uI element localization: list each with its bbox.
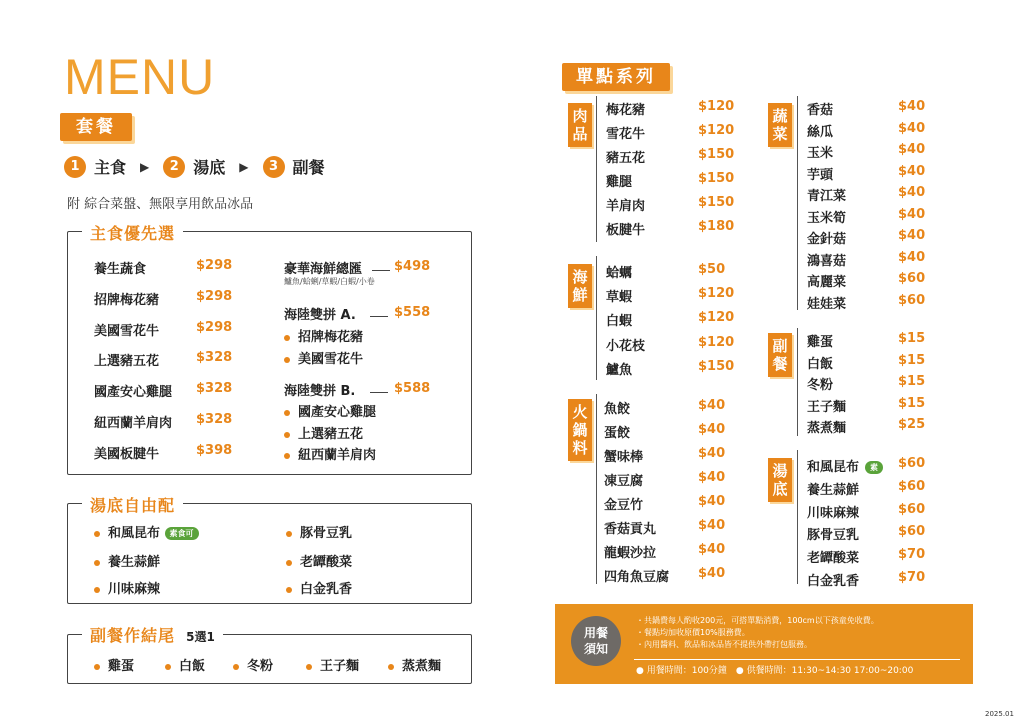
combo-b-item	[284, 401, 376, 420]
soup-item-price: $60	[898, 524, 926, 540]
veg-item-price: $60	[898, 292, 926, 308]
combo-a-price: $558	[394, 305, 431, 320]
main-item-name: 養生蔬食	[94, 262, 147, 277]
side-item-name: 白飯	[807, 356, 834, 372]
set-meal-tag: 套餐	[60, 113, 132, 141]
notice-badge	[571, 616, 621, 666]
notice-divider	[634, 659, 960, 660]
side-item-label: 白飯	[179, 659, 206, 674]
meat-item-name: 雞腿	[606, 175, 633, 190]
side-item-label: 王子麵	[320, 659, 360, 674]
bullet-icon	[286, 587, 292, 593]
main-item-price: $398	[196, 443, 233, 458]
hotpot-label: 火鍋料	[568, 399, 592, 461]
soup-item	[286, 578, 352, 597]
soup-item-price: $60	[898, 501, 926, 517]
bullet-icon	[94, 587, 100, 593]
soup-item-label: 豚骨豆乳	[300, 526, 353, 541]
combo-b-item-label: 上選豬五花	[298, 427, 364, 442]
meat-item-name: 梅花豬	[606, 103, 646, 118]
divider-line	[370, 316, 388, 317]
soup-item-price: $70	[898, 570, 926, 585]
soup-item	[286, 551, 352, 570]
hotpot-item-price: $40	[698, 566, 726, 581]
step-1-label: 主食	[94, 158, 127, 177]
meat-divider	[596, 96, 597, 242]
veg-item-price: $60	[898, 271, 926, 286]
bullet-icon	[388, 664, 394, 670]
step-1-number: 1	[64, 156, 86, 178]
combo-a-item	[284, 326, 363, 345]
meat-item-price: $150	[698, 195, 735, 210]
veg-item-price: $40	[898, 185, 926, 200]
soup-item-name: 老罈酸菜	[807, 551, 860, 567]
hotpot-divider	[596, 394, 597, 584]
side-item-price: $15	[898, 352, 926, 368]
bullet-icon	[233, 664, 239, 670]
main-item-price: $328	[196, 381, 233, 396]
main-item-name: 美國板腱牛	[94, 447, 160, 462]
hotpot-item-price: $40	[698, 422, 726, 437]
steps-flow	[64, 155, 325, 178]
meat-item-price: $150	[698, 171, 735, 186]
step-2-number: 2	[163, 156, 185, 178]
arrow-right-icon: ▶	[239, 159, 249, 174]
seafood-label: 海鮮	[568, 264, 592, 308]
main-item-price: $328	[196, 412, 233, 427]
hotpot-item-name: 魚餃	[604, 402, 631, 417]
divider-line	[370, 392, 388, 393]
main-item-price: $298	[196, 320, 233, 335]
bullet-icon	[286, 560, 292, 566]
hotpot-item-name: 四角魚豆腐	[604, 570, 670, 585]
combo-a-name: 海陸雙拼 A.	[284, 308, 356, 323]
divider-line	[372, 270, 390, 271]
side-divider	[797, 328, 798, 436]
veg-divider	[797, 96, 798, 310]
veg-item-name: 絲瓜	[807, 124, 834, 140]
main-item-price: $298	[196, 258, 233, 273]
veg-item-price: $40	[898, 249, 926, 265]
side-item	[306, 655, 359, 674]
meat-item-name: 豬五花	[606, 151, 646, 166]
veg-item-name: 鴻喜菇	[807, 253, 847, 269]
soup-item-name	[807, 456, 883, 475]
soup-item-label: 和風昆布	[108, 526, 161, 541]
bullet-icon	[94, 531, 100, 537]
side-item-name: 王子麵	[807, 399, 847, 415]
veg-item-price: $40	[898, 206, 926, 222]
combo-a-item	[284, 348, 363, 367]
side-item-name: 蒸煮麵	[807, 421, 847, 436]
seafood-item-name: 鱸魚	[606, 362, 633, 378]
combo-a-item-label: 美國雪花牛	[298, 352, 364, 367]
seafood-item-price: $150	[698, 358, 735, 374]
combo-b-price: $588	[394, 381, 431, 396]
side-item-label: 冬粉	[247, 659, 274, 674]
soup-item-price: $60	[898, 478, 926, 494]
veg-item-name: 玉米	[807, 146, 834, 161]
seafood-item-name: 蛤蠣	[606, 266, 633, 281]
meat-label: 肉品	[568, 103, 592, 147]
hotpot-item-name: 香菇貢丸	[604, 522, 657, 537]
side-item	[94, 655, 134, 674]
soup-item-price: $70	[898, 547, 926, 563]
soup-item	[94, 551, 160, 570]
veg-item-name: 芋頭	[807, 167, 834, 183]
seafood-divider	[596, 256, 597, 380]
veg-item-price: $40	[898, 228, 926, 243]
bullet-icon	[284, 410, 290, 416]
side-label: 副餐	[768, 333, 792, 377]
soup-item	[94, 578, 160, 597]
arrow-right-icon: ▶	[140, 159, 150, 174]
side-item-price: $15	[898, 395, 926, 411]
vegetarian-badge: 素	[865, 461, 883, 474]
hotpot-item-price: $40	[698, 494, 726, 509]
combo-b-item-label: 紐西蘭羊肩肉	[298, 448, 377, 463]
step-2-label: 湯底	[193, 158, 226, 177]
bullet-icon	[165, 664, 171, 670]
hotpot-item-price: $40	[698, 398, 726, 413]
veg-label: 蔬菜	[768, 103, 792, 147]
soup-item-name: 川味麻辣	[807, 505, 860, 521]
main-item-name: 紐西蘭羊肩肉	[94, 416, 173, 431]
combo-b-name: 海陸雙拼 B.	[284, 384, 356, 399]
side-item	[165, 655, 205, 674]
side-item-label: 蒸煮麵	[402, 659, 442, 674]
soup-item-label: 川味麻辣	[108, 582, 161, 597]
hotpot-item-name: 蛋餃	[604, 426, 631, 441]
single-order-tag: 單點系列	[562, 63, 670, 91]
seafood-combo-sub: 鱸魚/蛤蜊/草蝦/白蝦/小卷	[284, 277, 375, 286]
hotpot-item-price: $40	[698, 470, 726, 485]
soup-item	[286, 522, 352, 541]
bullet-icon	[284, 357, 290, 363]
main-item-price: $298	[196, 289, 233, 304]
meat-item-price: $120	[698, 99, 735, 114]
main-item-name: 招牌梅花豬	[94, 293, 160, 308]
side-item-price: $25	[898, 417, 926, 432]
notice-line: ・共鍋費每人酌收200元，可搭單點消費，100cm以下孩童免收費。	[636, 616, 879, 625]
soup-divider	[797, 450, 798, 584]
hotpot-item-name: 凍豆腐	[604, 474, 644, 489]
veg-item-name: 金針菇	[807, 232, 847, 247]
bullet-icon	[284, 453, 290, 459]
meat-item-price: $180	[698, 219, 735, 234]
soup-item-name: 養生蒜鮮	[807, 482, 860, 498]
side-title-wrap	[82, 623, 223, 646]
notice-footer: ● 用餐時間：100分鐘 ● 供餐時間：11:30~14:30 17:00~20:00	[636, 666, 914, 676]
notice-lines	[636, 615, 879, 651]
soup-item-label: 白金乳香	[300, 582, 353, 597]
hotpot-item-name: 蟹味棒	[604, 450, 644, 465]
soup-item-label: 養生蒜鮮	[108, 555, 161, 570]
bullet-icon	[94, 664, 100, 670]
seafood-combo-price: $498	[394, 259, 431, 274]
hotpot-item-name: 龍蝦沙拉	[604, 546, 657, 561]
bullet-icon	[284, 432, 290, 438]
notice-line: ・內用醬料、飲品和冰品皆不提供外帶打包服務。	[636, 640, 812, 649]
veg-item-name: 香菇	[807, 103, 834, 118]
set-note: 附 綜合菜盤、無限享用飲品冰品	[67, 197, 254, 212]
bullet-icon	[94, 560, 100, 566]
bullet-icon	[284, 335, 290, 341]
side-item-price: $15	[898, 374, 926, 389]
combo-b-item-label: 國產安心雞腿	[298, 405, 377, 420]
soup-item-price: $60	[898, 456, 926, 471]
veg-item-price: $40	[898, 120, 926, 136]
seafood-item-name: 小花枝	[606, 338, 646, 354]
side-choose: 5選1	[186, 630, 215, 644]
veg-item-name: 玉米筍	[807, 210, 847, 226]
combo-b-item	[284, 423, 363, 442]
veg-item-name: 青江菜	[807, 189, 847, 204]
hotpot-item-price: $40	[698, 446, 726, 461]
soup-item-name: 白金乳香	[807, 574, 860, 589]
bullet-icon	[286, 531, 292, 537]
combo-a-item-label: 招牌梅花豬	[298, 330, 364, 345]
soup-item-label: 老罈酸菜	[300, 555, 353, 570]
main-item-name: 國產安心雞腿	[94, 385, 173, 400]
meat-item-price: $120	[698, 123, 735, 138]
seafood-item-name: 草蝦	[606, 290, 633, 306]
meat-item-name: 羊肩肉	[606, 199, 646, 214]
side-item	[233, 655, 273, 674]
main-item-name: 上選豬五花	[94, 354, 160, 369]
notice-label-1: 用餐	[583, 626, 608, 640]
soup-title: 湯底自由配	[82, 493, 183, 516]
combo-b-item	[284, 444, 376, 463]
veg-item-price: $40	[898, 142, 926, 157]
seafood-item-price: $120	[698, 334, 735, 350]
soup-label: 湯底	[768, 458, 792, 502]
notice-label-2: 須知	[583, 642, 608, 656]
side-title: 副餐作結尾	[90, 626, 176, 645]
side-item-name: 雞蛋	[807, 335, 834, 350]
hotpot-item-name: 金豆竹	[604, 498, 644, 513]
seafood-item-price: $120	[698, 286, 735, 302]
version-label: 2025.01	[985, 710, 1014, 718]
meat-item-name: 雪花牛	[606, 127, 646, 142]
hotpot-item-price: $40	[698, 542, 726, 557]
side-item-label: 雞蛋	[108, 659, 135, 674]
veg-item-price: $40	[898, 163, 926, 179]
soup-item-name: 豚骨豆乳	[807, 528, 860, 544]
veg-item-price: $40	[898, 99, 926, 114]
side-item-name: 冬粉	[807, 378, 834, 393]
seafood-item-price: $50	[698, 262, 726, 277]
hotpot-item-price: $40	[698, 518, 726, 533]
main-item-name: 美國雪花牛	[94, 324, 160, 339]
main-course-title: 主食優先選	[82, 221, 183, 244]
seafood-item-price: $120	[698, 310, 735, 326]
side-item-price: $15	[898, 331, 926, 346]
meat-item-price: $150	[698, 147, 735, 162]
seafood-item-name: 白蝦	[606, 314, 633, 330]
veg-item-name: 娃娃菜	[807, 296, 847, 312]
bullet-icon	[306, 664, 312, 670]
notice-line: ・餐點均加收原價10%服務費。	[636, 628, 750, 637]
soup-item	[94, 522, 199, 541]
soup-item-label: 和風昆布	[807, 460, 860, 475]
main-item-price: $328	[196, 350, 233, 365]
menu-title: MENU	[64, 49, 216, 105]
meat-item-name: 板腱牛	[606, 223, 646, 238]
step-3-label: 副餐	[292, 158, 325, 177]
seafood-combo-name: 豪華海鮮總匯	[284, 262, 363, 277]
step-3-number: 3	[263, 156, 285, 178]
veg-item-name: 高麗菜	[807, 275, 847, 290]
vegetarian-badge: 素食可	[165, 527, 199, 540]
side-item	[388, 655, 441, 674]
